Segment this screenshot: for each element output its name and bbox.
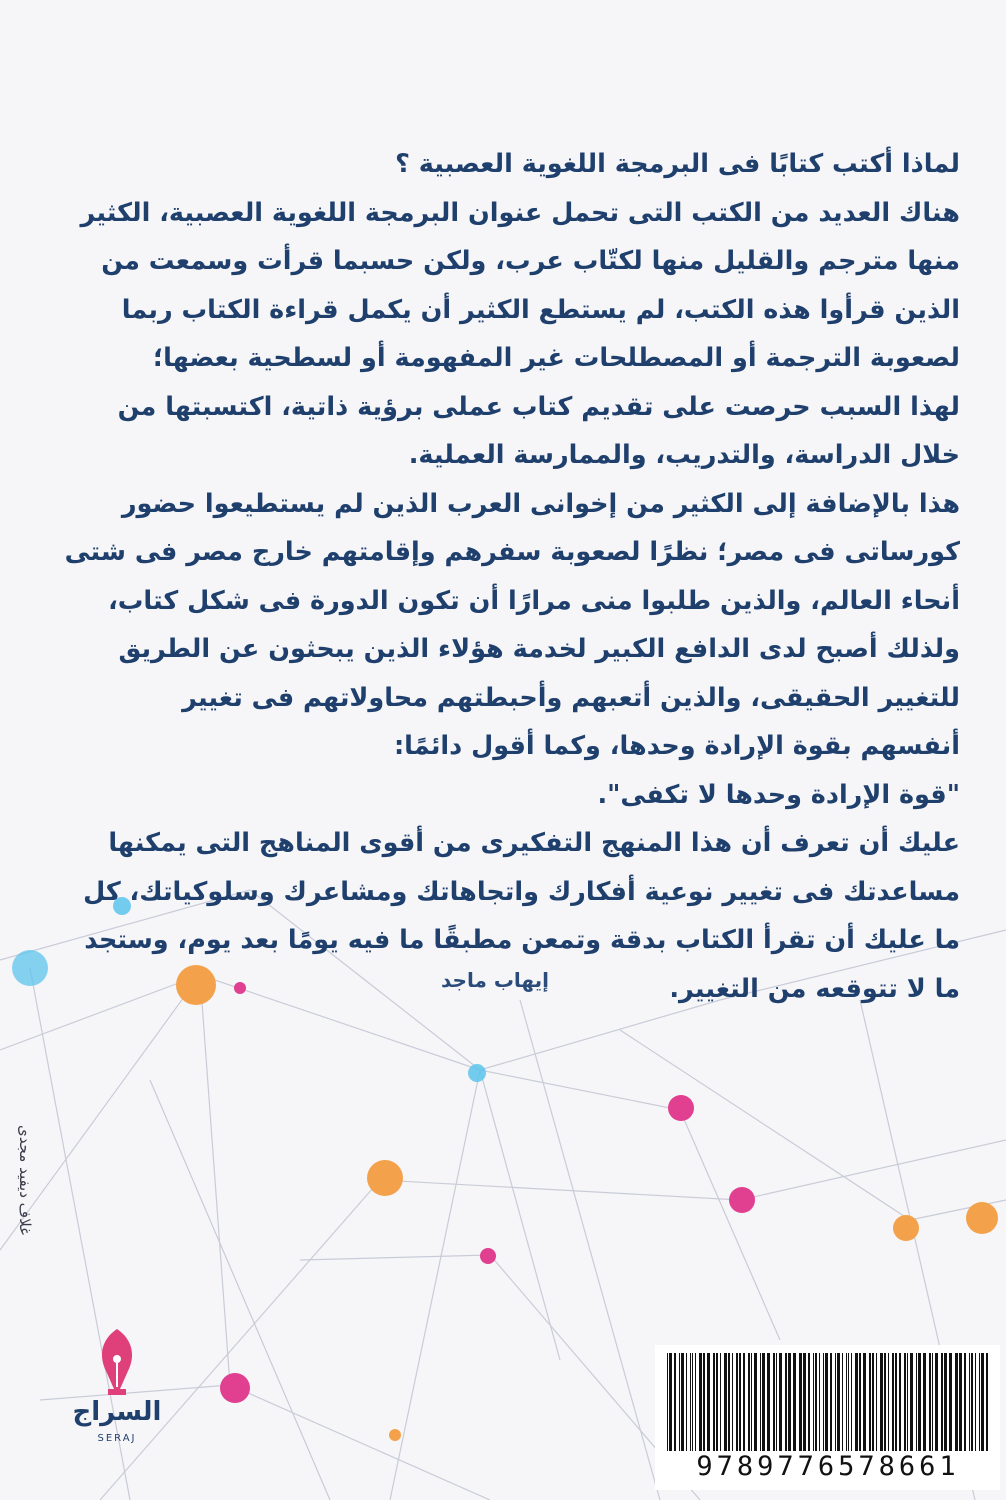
publisher-name-ar: السراج [72, 1397, 162, 1427]
barcode-bar [803, 1353, 806, 1451]
barcode-bar [859, 1353, 861, 1451]
barcode-bar [739, 1353, 741, 1451]
barcode-bar [842, 1353, 843, 1451]
barcode-bar [776, 1353, 777, 1451]
barcode-bar [732, 1353, 733, 1451]
barcode-bar [681, 1353, 684, 1451]
blurb-line: ولذلك أصبح لدى الدافع الكبير لخدمة هؤلاء الذين يبحثون عن الطريق [118, 634, 960, 664]
dot-blue [12, 950, 48, 986]
blurb-line: منها مترجم والقليل منها لكتّاب عرب، ولكن حسبما قرأت وسمعت من [101, 246, 960, 276]
dot-orange [367, 1160, 403, 1196]
barcode-bar [848, 1353, 849, 1451]
barcode-bar [699, 1353, 702, 1451]
barcode-bar [986, 1353, 988, 1451]
blurb-line: ما لا تتوقعه من التغيير. [669, 973, 960, 1004]
barcode-bar [690, 1353, 691, 1451]
barcode-bar [837, 1353, 840, 1451]
barcode-bar [674, 1353, 676, 1451]
barcode-bar [695, 1353, 696, 1451]
barcode-bar [788, 1353, 791, 1451]
barcode-bar [916, 1353, 917, 1451]
barcode-bar [736, 1353, 738, 1451]
dot-pink [729, 1187, 755, 1213]
barcode-bar [935, 1353, 938, 1451]
isbn-number: 9789776578661 [696, 1451, 960, 1482]
barcode-bar [760, 1353, 761, 1451]
barcode-bar [835, 1353, 836, 1451]
blurb-line: ما عليك أن تقرأ الكتاب بدقة وتمعن مطبقًا ما فيه يومًا بعد يوم، وستجد [84, 925, 960, 955]
barcode-bar [941, 1353, 943, 1451]
barcode-bar [728, 1353, 730, 1451]
barcode-bar [785, 1353, 787, 1451]
barcode-bar [929, 1353, 931, 1451]
blurb-line: الذين قرأوا هذه الكتب، لم يستطع الكثير أن يكمل قراءة الكتاب ربما [121, 294, 960, 325]
blurb-heading: لماذا أكتب كتابًا فى البرمجة اللغوية العصبية ؟ [395, 149, 960, 179]
barcode-bar [955, 1353, 958, 1451]
barcode-bar [707, 1353, 710, 1451]
barcode-bar [762, 1353, 765, 1451]
publisher-name-en: SERAJ [97, 1433, 137, 1444]
barcode-bar [851, 1353, 852, 1451]
barcode-bar [808, 1353, 810, 1451]
barcode-bar [724, 1353, 727, 1451]
barcode-bar [779, 1353, 782, 1451]
dot-orange [893, 1215, 919, 1241]
barcode-bar [876, 1353, 877, 1451]
barcode-bar [880, 1353, 883, 1451]
barcode-bar [813, 1353, 814, 1451]
blurb-line: مساعدتك فى تغيير نوعية أفكارك واتجاهاتك ومشاعرك وسلوكياتك، كل [83, 876, 960, 907]
blurb-line: خلال الدراسة، والتدريب، والممارسة العملية. [408, 440, 960, 470]
barcode-bar [863, 1353, 866, 1451]
barcode-bar [686, 1353, 687, 1451]
barcode-bar [971, 1353, 973, 1451]
barcode-bar [713, 1353, 715, 1451]
barcode-bar [799, 1353, 802, 1451]
barcode-bar [979, 1353, 980, 1451]
blurb-line: أنحاء العالم، والذين طلبوا منى مرارًا أن تكون الدورة فى شكل كتاب، [108, 585, 960, 616]
publisher-logo [62, 1325, 172, 1475]
barcode-bar [692, 1353, 693, 1451]
barcode-bar [872, 1353, 874, 1451]
back-cover-blurb [60, 140, 960, 1013]
cover-designer-credit: غلاف ديفيد مجدى [16, 1124, 34, 1236]
isbn-barcode [655, 1345, 1000, 1490]
blurb-line: لصعوبة الترجمة أو المصطلحات غير المفهومة أو لسطحية بعضها؛ [152, 343, 960, 373]
barcode-bar [910, 1353, 913, 1451]
barcode-bar [895, 1353, 897, 1451]
barcode-bar [751, 1353, 752, 1451]
blurb-line: للتغيير الحقيقى، والذين أتعبهم وأحبطتهم محاولاتهم فى تغيير [182, 682, 960, 713]
barcode-bar [892, 1353, 894, 1451]
blurb-line: عليك أن تعرف أن هذا المنهج التفكيرى من أقوى المناهج التى يمكنها [108, 828, 960, 858]
barcode-bar [923, 1353, 926, 1451]
dot-orange [389, 1429, 401, 1441]
barcode-bar [869, 1353, 871, 1451]
barcode-bar [748, 1353, 750, 1451]
blurb-line: هذا بالإضافة إلى الكثير من إخوانى العرب الذين لم يستطيعوا حضور [121, 488, 960, 519]
barcode-bar [981, 1353, 984, 1451]
dot-pink [220, 1373, 250, 1403]
blurb-line: هناك العديد من الكتب التى تحمل عنوان البرمجة اللغوية العصبية، الكثير [80, 197, 960, 228]
barcode-bar [899, 1353, 901, 1451]
dot-pink [480, 1248, 496, 1264]
barcode-bar [932, 1353, 933, 1451]
barcode-bar [964, 1353, 966, 1451]
barcode-bar [825, 1353, 828, 1451]
blurb-quote: "قوة الإرادة وحدها لا تكفى". [597, 779, 960, 810]
barcode-bar [773, 1353, 775, 1451]
dot-blue [468, 1064, 486, 1082]
barcode-bar [754, 1353, 757, 1451]
barcode-bar [907, 1353, 908, 1451]
barcode-bar [846, 1353, 847, 1451]
blurb-line: كورساتى فى مصر؛ نظرًا لصعوبة سفرهم وإقامتهم خارج مصر فى شتى [64, 537, 960, 567]
barcode-bar [823, 1353, 824, 1451]
pen-nib-icon [62, 1325, 172, 1397]
barcode-bar [904, 1353, 906, 1451]
barcode-bar [819, 1353, 820, 1451]
barcode-bar [793, 1353, 796, 1451]
barcode-bar [743, 1353, 745, 1451]
author-name: إيهاب ماجد [441, 968, 549, 992]
barcode-bar [830, 1353, 832, 1451]
barcode-bar [669, 1353, 672, 1451]
dot-orange [966, 1202, 998, 1234]
barcode-bar [918, 1353, 921, 1451]
barcode-bar [703, 1353, 705, 1451]
barcode-bar [969, 1353, 970, 1451]
barcode-bar [975, 1353, 976, 1451]
barcode-bars [663, 1353, 993, 1451]
barcode-bar [716, 1353, 718, 1451]
blurb-line: لهذا السبب حرصت على تقديم كتاب عملى برؤية ذاتية، اكتسبتها من [117, 391, 960, 422]
blurb-line: أنفسهم بقوة الإرادة وحدها، وكما أقول دائمًا: [393, 731, 960, 761]
barcode-bar [679, 1353, 680, 1451]
barcode-bar [767, 1353, 770, 1451]
barcode-bar [720, 1353, 721, 1451]
barcode-bar [949, 1353, 952, 1451]
barcode-bar [884, 1353, 886, 1451]
barcode-bar [667, 1353, 668, 1451]
dot-pink [668, 1095, 694, 1121]
barcode-bar [888, 1353, 889, 1451]
barcode-bar [815, 1353, 817, 1451]
barcode-bar [944, 1353, 947, 1451]
barcode-bar [855, 1353, 858, 1451]
barcode-bar [959, 1353, 962, 1451]
